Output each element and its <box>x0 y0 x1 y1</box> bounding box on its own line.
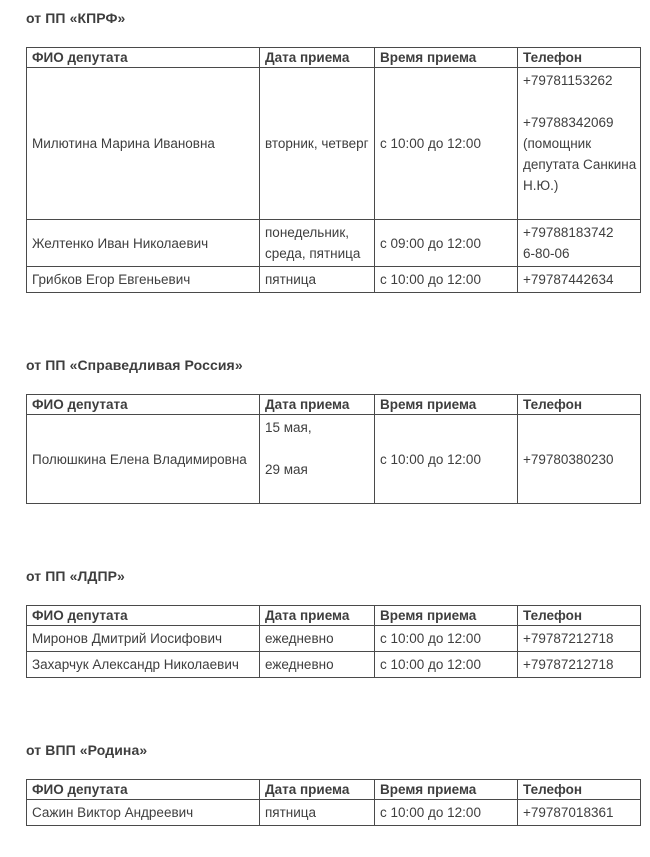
reception-schedule-table <box>26 779 641 826</box>
table-header-row <box>27 780 641 800</box>
section-title: от ВПП «Родина» <box>26 742 148 758</box>
cell-line: Желтенко Иван Николаевич <box>32 235 209 251</box>
cell-line <box>523 91 636 112</box>
cell-line <box>523 196 636 217</box>
column-header-deputy-name: ФИО депутата <box>27 606 260 626</box>
column-header-reception-time: Время приема <box>375 395 518 415</box>
column-header-phone: Телефон <box>518 395 641 415</box>
column-header-phone: Телефон <box>518 606 641 626</box>
cell-phone <box>518 267 641 293</box>
party-section <box>26 742 640 826</box>
cell-line: ежедневно <box>265 657 334 672</box>
cell-line: пятница <box>265 805 317 820</box>
cell-line: (помощник <box>523 136 592 151</box>
cell-deputy-name <box>27 220 260 267</box>
table-row <box>27 267 641 293</box>
table-header-row <box>27 395 641 415</box>
cell-deputy-name <box>27 652 260 678</box>
cell-reception-date <box>260 220 375 267</box>
column-header-reception-time: Время приема <box>375 606 518 626</box>
table-row <box>27 626 641 652</box>
table-body <box>27 626 641 678</box>
party-section <box>26 10 640 293</box>
cell-deputy-name <box>27 800 260 826</box>
cell-line: +79787212718 <box>523 657 614 672</box>
cell-reception-time <box>375 415 518 504</box>
section-title: от ПП «КПРФ» <box>26 10 126 26</box>
cell-line: с 10:00 до 12:00 <box>380 272 481 287</box>
cell-line: +79787018361 <box>523 805 614 820</box>
cell-deputy-name <box>27 415 260 504</box>
cell-line: Милютина Марина Ивановна <box>32 136 215 151</box>
cell-line: с 09:00 до 12:00 <box>380 235 481 251</box>
reception-schedule-table <box>26 605 641 678</box>
cell-line <box>265 480 370 501</box>
table-row <box>27 800 641 826</box>
cell-reception-date <box>260 68 375 220</box>
reception-schedule-table <box>26 47 641 293</box>
section-title: от ПП «Справедливая Россия» <box>26 357 243 373</box>
cell-line: 15 мая, <box>265 420 312 435</box>
cell-line: с 10:00 до 12:00 <box>380 136 481 151</box>
cell-line: Сажин Виктор Андреевич <box>32 805 194 820</box>
cell-line: депутата Санкина <box>523 157 637 172</box>
cell-phone <box>518 415 641 504</box>
cell-deputy-name <box>27 267 260 293</box>
cell-line: Захарчук Александр Николаевич <box>32 657 239 672</box>
cell-line: +79788183742 <box>523 225 614 240</box>
cell-reception-time <box>375 652 518 678</box>
cell-line: 6-80-06 <box>523 246 570 261</box>
cell-reception-time <box>375 800 518 826</box>
cell-phone <box>518 220 641 267</box>
cell-line: Грибков Егор Евгеньевич <box>32 272 191 287</box>
table-body <box>27 415 641 504</box>
cell-line: ежедневно <box>265 631 334 646</box>
cell-phone <box>518 652 641 678</box>
column-header-deputy-name: ФИО депутата <box>27 780 260 800</box>
cell-reception-date <box>260 267 375 293</box>
document <box>26 10 640 826</box>
cell-reception-date <box>260 415 375 504</box>
column-header-reception-date: Дата приема <box>260 48 375 68</box>
column-header-phone: Телефон <box>518 780 641 800</box>
cell-phone <box>518 626 641 652</box>
cell-line: с 10:00 до 12:00 <box>380 657 481 672</box>
table-row <box>27 220 641 267</box>
table-header-row <box>27 48 641 68</box>
column-header-reception-time: Время приема <box>375 48 518 68</box>
table-row <box>27 68 641 220</box>
column-header-reception-date: Дата приема <box>260 780 375 800</box>
cell-reception-time <box>375 220 518 267</box>
cell-phone <box>518 68 641 220</box>
cell-line: +79780380230 <box>523 451 614 467</box>
party-section <box>26 357 640 504</box>
cell-line: +79788342069 <box>523 115 614 130</box>
column-header-reception-time: Время приема <box>375 780 518 800</box>
column-header-phone: Телефон <box>518 48 641 68</box>
section-title: от ПП «ЛДПР» <box>26 568 125 584</box>
cell-reception-time <box>375 267 518 293</box>
table-body <box>27 800 641 826</box>
cell-line: понедельник, <box>265 225 349 240</box>
cell-line: 29 мая <box>265 462 308 477</box>
cell-reception-date <box>260 626 375 652</box>
cell-reception-date <box>260 800 375 826</box>
cell-line: +79787212718 <box>523 631 614 646</box>
cell-deputy-name <box>27 68 260 220</box>
cell-line: вторник, четверг <box>265 136 369 151</box>
cell-line: пятница <box>265 272 317 287</box>
column-header-reception-date: Дата приема <box>260 606 375 626</box>
cell-deputy-name <box>27 626 260 652</box>
table-header-row <box>27 606 641 626</box>
reception-schedule-table <box>26 394 641 504</box>
cell-line: с 10:00 до 12:00 <box>380 631 481 646</box>
party-section <box>26 568 640 678</box>
cell-line: среда, пятница <box>265 246 361 261</box>
cell-line: Н.Ю.) <box>523 178 559 193</box>
cell-line: Миронов Дмитрий Иосифович <box>32 631 223 646</box>
cell-reception-time <box>375 626 518 652</box>
table-body <box>27 68 641 293</box>
column-header-deputy-name: ФИО депутата <box>27 48 260 68</box>
table-row <box>27 415 641 504</box>
cell-reception-date <box>260 652 375 678</box>
cell-line: +79787442634 <box>523 272 614 287</box>
column-header-deputy-name: ФИО депутата <box>27 395 260 415</box>
cell-line: Полюшкина Елена Владимировна <box>32 451 247 467</box>
cell-line: с 10:00 до 12:00 <box>380 805 481 820</box>
cell-line: с 10:00 до 12:00 <box>380 451 481 467</box>
table-row <box>27 652 641 678</box>
cell-line <box>265 438 370 459</box>
cell-phone <box>518 800 641 826</box>
cell-reception-time <box>375 68 518 220</box>
cell-line: +79781153262 <box>523 73 613 88</box>
column-header-reception-date: Дата приема <box>260 395 375 415</box>
